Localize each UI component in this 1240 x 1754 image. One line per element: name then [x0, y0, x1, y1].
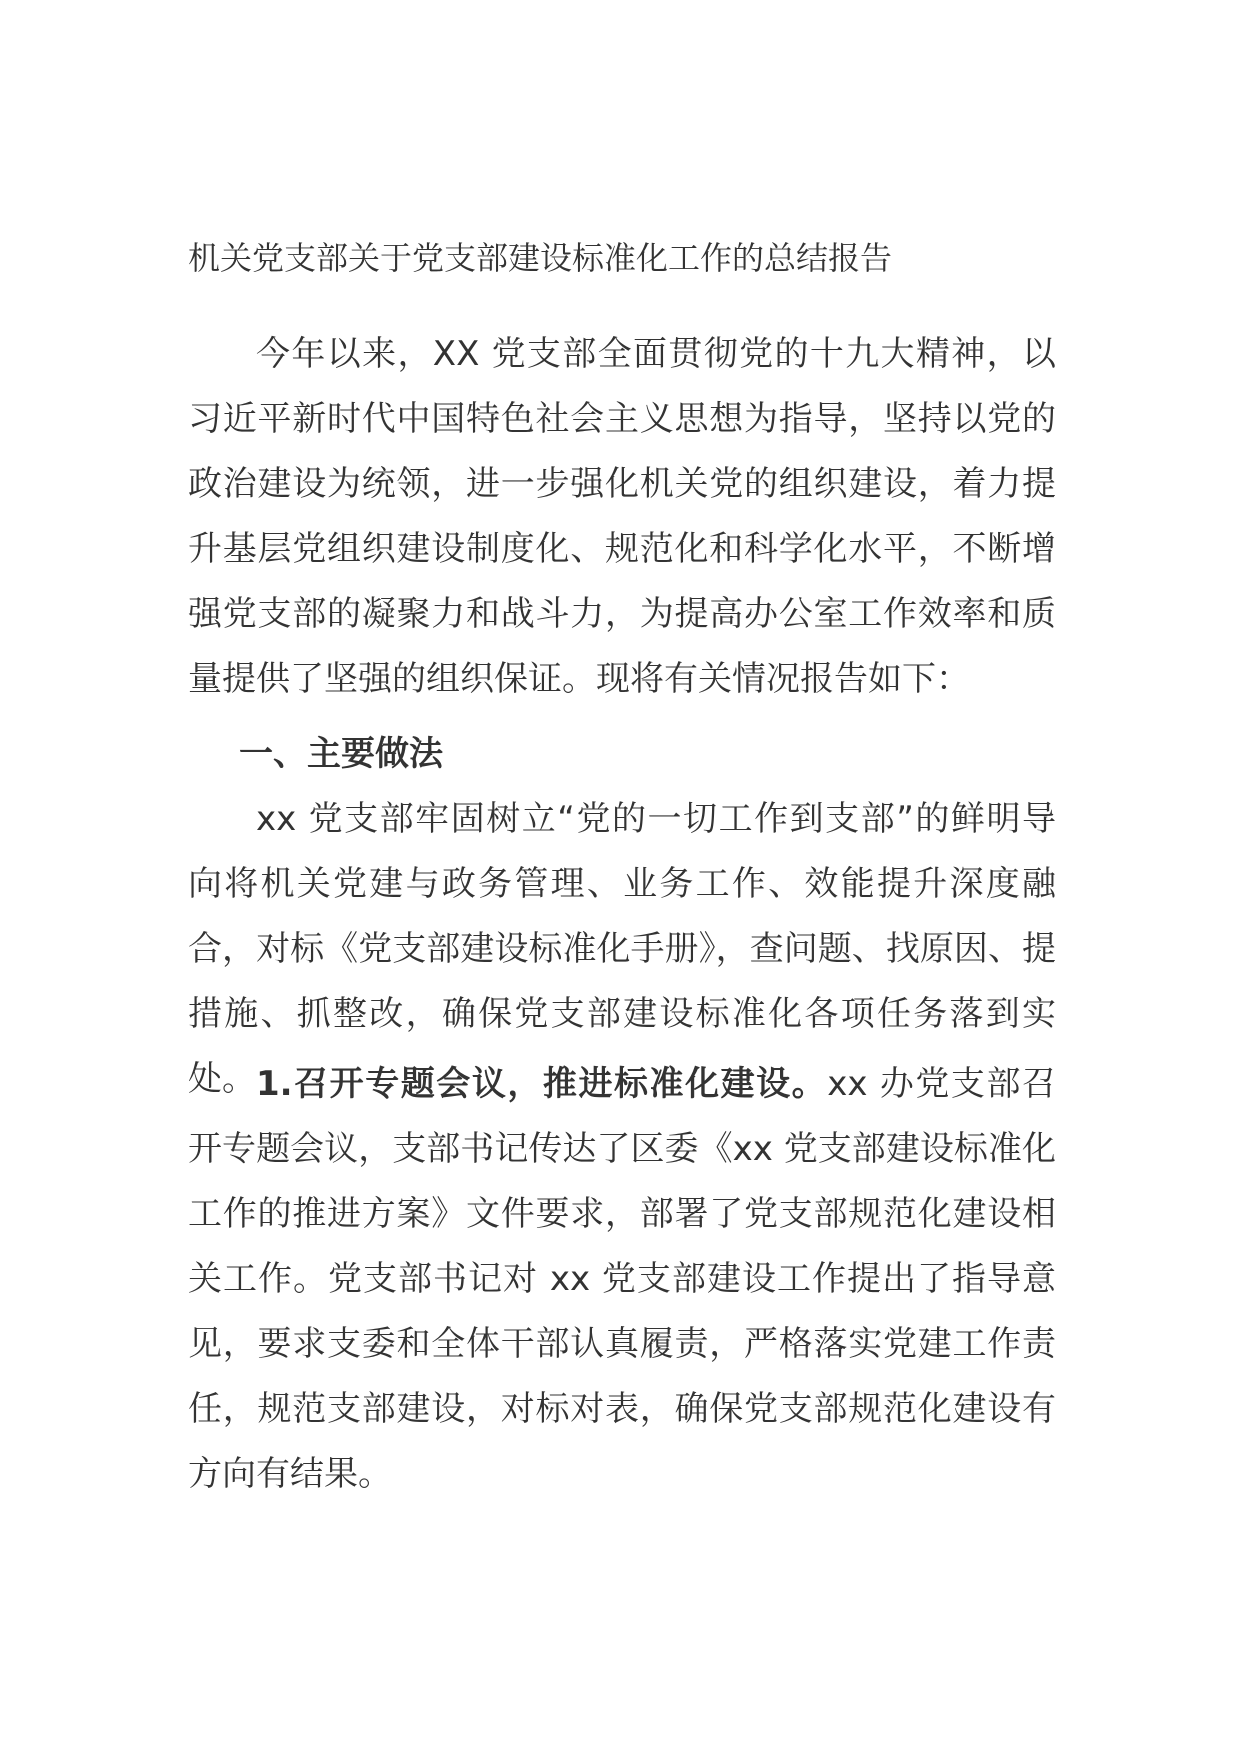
section-heading-main-practices: 一、主要做法 — [239, 734, 443, 774]
item-lead-text: 1.召开专题会议，推进标准化建设。 — [256, 1064, 828, 1104]
document-title: 机关党支部关于党支部建设标准化工作的总结报告 — [188, 239, 893, 277]
item-body-text: xx 办党支部召开专题会议，支部书记传达了区委《xx 党支部建设标准化工作的推进方案》文件要求，部署了党支部规范化建设相关工作。党支部书记对 xx 党支部建设工作提出了指导意见，要求支委和全体干部认真履责，严格落实党建工作责任，规范支部建设，对标对表，确保党支部规范化建设有方向有结果。 — [188, 1064, 1056, 1494]
item-paragraph — [188, 1052, 1056, 1507]
section-paragraph: xx 党支部牢固树立“党的一切工作到支部”的鲜明导向将机关党建与政务管理、业务工作、效能提升深度融合，对标《党支部建设标准化手册》，查问题、找原因、提措施、抓整改，确保党支部建设标准化各项任务落到实处。 — [188, 799, 1056, 1099]
intro-paragraph: 今年以来，XX 党支部全面贯彻党的十九大精神，以习近平新时代中国特色社会主义思想为指导，坚持以党的政治建设为统领，进一步强化机关党的组织建设，着力提升基层党组织建设制度化、规范化和科学化水平，不断增强党支部的凝聚力和战斗力，为提高办公室工作效率和质量提供了坚强的组织保证。现将有关情况报告如下： — [188, 334, 1056, 699]
